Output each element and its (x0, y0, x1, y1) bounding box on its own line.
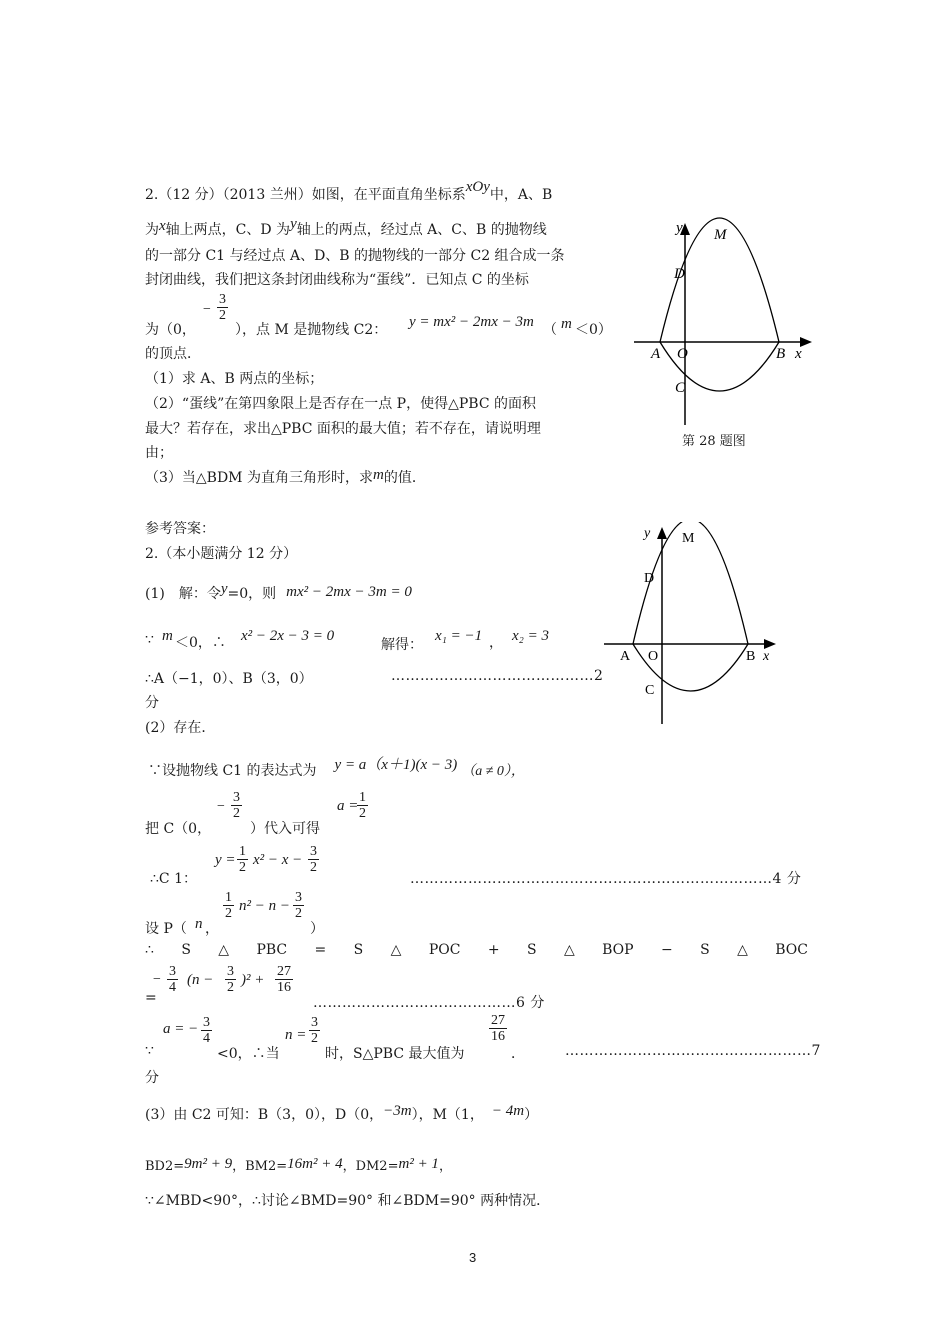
label-y: y (644, 526, 651, 541)
question-3 (145, 467, 426, 487)
math: )² + (241, 972, 265, 988)
denominator: 16 (277, 980, 291, 995)
label-c: C (675, 380, 686, 396)
text: (3）由 C2 可知：B（3，0），D（0， (145, 1107, 384, 1123)
label-a: A (620, 649, 631, 664)
math-n: n = (285, 1027, 307, 1043)
text: 为（0， (145, 322, 196, 338)
token: = (314, 942, 327, 958)
math: m² + 1 (398, 1156, 439, 1172)
answer-area-result (145, 962, 575, 1011)
math: n² − n − (239, 898, 290, 914)
text: ． (511, 1046, 525, 1062)
token: S (353, 942, 364, 958)
equation-c1: y = a（x＋1)(x − 3) (334, 757, 458, 773)
numerator: 3 (169, 964, 176, 979)
label-b: B (746, 649, 756, 664)
question-1: （1）求 A、B 两点的坐标； (145, 371, 324, 387)
text: ，DM2= (342, 1159, 399, 1174)
fraction-3-2 (217, 292, 228, 323)
x-axis-arrow-icon (800, 337, 812, 347)
minus-sign: − (203, 302, 211, 317)
fraction (201, 1015, 212, 1046)
denominator: 2 (227, 980, 234, 995)
answer-part1-line2 (145, 630, 595, 654)
math-x: x (159, 218, 166, 234)
text: = (145, 990, 157, 1006)
math: y = (215, 852, 236, 868)
score-dots: …………………………………………………………………4 分 (410, 871, 802, 887)
text: ， (489, 635, 503, 651)
fraction (357, 790, 368, 821)
math: x² − x − (253, 852, 303, 868)
token: − (660, 942, 673, 958)
page-number: 3 (469, 1250, 477, 1265)
fraction (489, 1013, 507, 1044)
numerator: 3 (227, 964, 234, 979)
math-a: a = − (163, 1021, 199, 1037)
minus-sign: − (217, 799, 225, 814)
text: （ (543, 322, 557, 338)
fraction (237, 844, 248, 875)
answer-part2-line1 (148, 759, 525, 780)
label-d: D (674, 266, 685, 282)
text: ， (205, 921, 219, 937)
answer-area-formula (145, 942, 808, 958)
text: (1) 解：令 (145, 586, 221, 602)
fraction (275, 964, 293, 995)
denominator: 2 (359, 806, 366, 821)
denominator: 2 (311, 1031, 318, 1046)
fraction (231, 790, 242, 821)
numerator: 3 (311, 1015, 318, 1030)
text: ） (524, 1107, 539, 1123)
text: ），点 M 是抛物线 C2： (235, 322, 388, 338)
text: ， (438, 1159, 452, 1174)
token: PBC (256, 942, 288, 958)
numerator: 3 (219, 292, 226, 307)
root-x1: x₁ = −1 (435, 628, 483, 644)
token: S (526, 942, 537, 958)
answer-heading: 参考答案： (145, 521, 215, 537)
answer-part2-title: (2）存在． (145, 720, 216, 736)
math: −3m (383, 1103, 412, 1119)
question-2-line-2: 最大？若存在，求出△PBC 面积的最大值；若不存在，请说明理 (145, 421, 541, 437)
math-xoy: xOy (465, 179, 490, 195)
token: S (181, 942, 191, 958)
fraction (308, 844, 319, 875)
numerator: 3 (295, 890, 302, 905)
score-dots: ……………………………………6 分 (313, 995, 545, 1011)
answer-part1-line3 (145, 668, 604, 688)
label-y: y (676, 220, 683, 236)
math-a: a = (337, 798, 359, 814)
condition: （a ≠ 0）， (461, 764, 525, 779)
answer-score-unit: 分 (145, 695, 159, 711)
token: △ (737, 942, 748, 958)
problem-line-3: 的一部分 C1 与经过点 A、D、B 的抛物线的一部分 C2 组合成一条 (145, 248, 565, 264)
token: ∴ (145, 942, 154, 958)
answer-part2-line3 (145, 840, 810, 886)
label-b: B (776, 346, 786, 362)
label-c: C (645, 683, 655, 698)
fraction (225, 964, 236, 995)
token: △ (390, 942, 402, 958)
math-y: y (220, 581, 228, 597)
text: BD2= (145, 1159, 185, 1174)
score-dots: ……………………………………2 (391, 668, 604, 684)
numerator: 1 (225, 890, 232, 905)
text: ∴C 1： (150, 871, 197, 887)
token: △ (218, 942, 230, 958)
numerator: 27 (491, 1013, 505, 1028)
text: 的值． (383, 470, 426, 486)
token: △ (563, 942, 575, 958)
problem-line-6: 的顶点． (145, 346, 201, 362)
answer-part3-line1 (145, 1104, 538, 1124)
text: 轴上的两点，经过点 A、C、B 的抛物线 (296, 222, 547, 238)
text: ∵ (145, 1043, 154, 1059)
text: <0，∴当 (217, 1046, 280, 1062)
text: ＜0，∴ (175, 635, 226, 651)
text: ，BM2= (232, 1159, 288, 1174)
numerator: 3 (310, 844, 317, 859)
numerator: 3 (203, 1015, 210, 1030)
fraction (223, 890, 234, 921)
label-a: A (651, 346, 661, 362)
text: 设 P（ (145, 921, 187, 937)
text: ∵设抛物线 C1 的表达式为 (148, 763, 317, 779)
y-axis-arrow-icon (657, 527, 667, 539)
answer-part2-line2 (145, 790, 445, 836)
numerator: 27 (277, 964, 291, 979)
label-d: D (644, 571, 655, 586)
math: 9m² + 9 (184, 1156, 233, 1172)
math: (n − (187, 972, 214, 988)
token: BOP (602, 942, 634, 958)
text: ＜0） (575, 322, 612, 338)
text: 把 C（0， (145, 821, 212, 837)
denominator: 16 (491, 1029, 505, 1044)
problem-intro-end: 中，A、B (489, 187, 553, 203)
x-axis-arrow-icon (764, 639, 776, 649)
text: ），M（1， (411, 1107, 484, 1123)
math-m: m (561, 316, 572, 332)
text: ）代入可得 (250, 821, 320, 837)
math-m: m (162, 628, 173, 644)
denominator: 4 (169, 980, 176, 995)
answer-part2-line4 (145, 890, 445, 936)
numerator: 1 (239, 844, 246, 859)
text: ∴A（−1，0）、B（3，0） (145, 671, 313, 687)
math: 16m² + 4 (287, 1156, 343, 1172)
text: ） (310, 921, 324, 937)
denominator: 2 (239, 860, 246, 875)
equation-c2: y = mx² − 2mx − 3m (409, 314, 534, 330)
denominator: 2 (219, 308, 226, 323)
fraction (167, 964, 178, 995)
denominator: 2 (310, 860, 317, 875)
token: S (700, 942, 710, 958)
fraction (293, 890, 304, 921)
numerator: 1 (359, 790, 366, 805)
denominator: 4 (203, 1031, 210, 1046)
label-o: O (648, 649, 659, 664)
answer-part3-line2 (145, 1155, 452, 1175)
token: + (487, 942, 500, 958)
equation: x² − 2x − 3 = 0 (241, 628, 335, 644)
token: BOC (775, 942, 808, 958)
numerator: 3 (233, 790, 240, 805)
problem-line-4: 封闭曲线，我们把这条封闭曲线称为“蛋线”．已知点 C 的坐标 (145, 272, 529, 288)
answer-score-unit-7: 分 (145, 1070, 159, 1086)
figure-egg-curve-1 (630, 215, 820, 425)
figure-caption: 第 28 题图 (682, 434, 746, 449)
denominator: 2 (295, 906, 302, 921)
token: POC (428, 942, 461, 958)
label-m: M (714, 227, 727, 243)
answer-part3-line3: ∵∠MBD<90°，∴讨论∠BMD=90° 和∠BDM=90° 两种情况． (145, 1193, 551, 1209)
text: 时，S△PBC 最大值为 (325, 1046, 465, 1062)
text: 轴上两点，C、D 为 (165, 222, 291, 238)
math-y: y (290, 216, 297, 232)
question-2-line-3: 由； (145, 445, 173, 461)
minus-sign: − (153, 972, 161, 987)
label-x: x (795, 346, 802, 362)
answer-area-max (145, 1013, 821, 1062)
root-x2: x₂ = 3 (512, 628, 549, 644)
question-2-line-1: （2）“蛋线”在第四象限上是否存在一点 P，使得△PBC 的面积 (145, 396, 536, 412)
score-dots: ……………………………………………7 (565, 1043, 821, 1059)
text: 为 (145, 222, 159, 238)
label-m: M (682, 531, 695, 546)
problem-intro: 2.（12 分）（2013 兰州）如图，在平面直角坐标系 (145, 187, 466, 203)
denominator: 2 (225, 906, 232, 921)
answer-title: 2.（本小题满分 12 分） (145, 546, 298, 562)
problem-line-2 (145, 216, 547, 239)
equation: mx² − 2mx − 3m = 0 (286, 584, 412, 600)
label-o: O (677, 346, 688, 362)
math-m: m (372, 467, 384, 483)
label-x: x (763, 649, 770, 664)
text: 解得： (381, 637, 423, 653)
figure-egg-curve-2 (600, 522, 785, 727)
answer-part1-line1 (145, 583, 412, 603)
text: ∵ (145, 632, 154, 648)
problem-line-1 (145, 179, 553, 204)
math: − 4m (491, 1103, 525, 1119)
math-n: n (195, 916, 203, 932)
text: =0，则 (227, 586, 277, 602)
denominator: 2 (233, 806, 240, 821)
fraction (309, 1015, 320, 1046)
text: （3）当△BDM 为直角三角形时，求 (145, 470, 373, 486)
